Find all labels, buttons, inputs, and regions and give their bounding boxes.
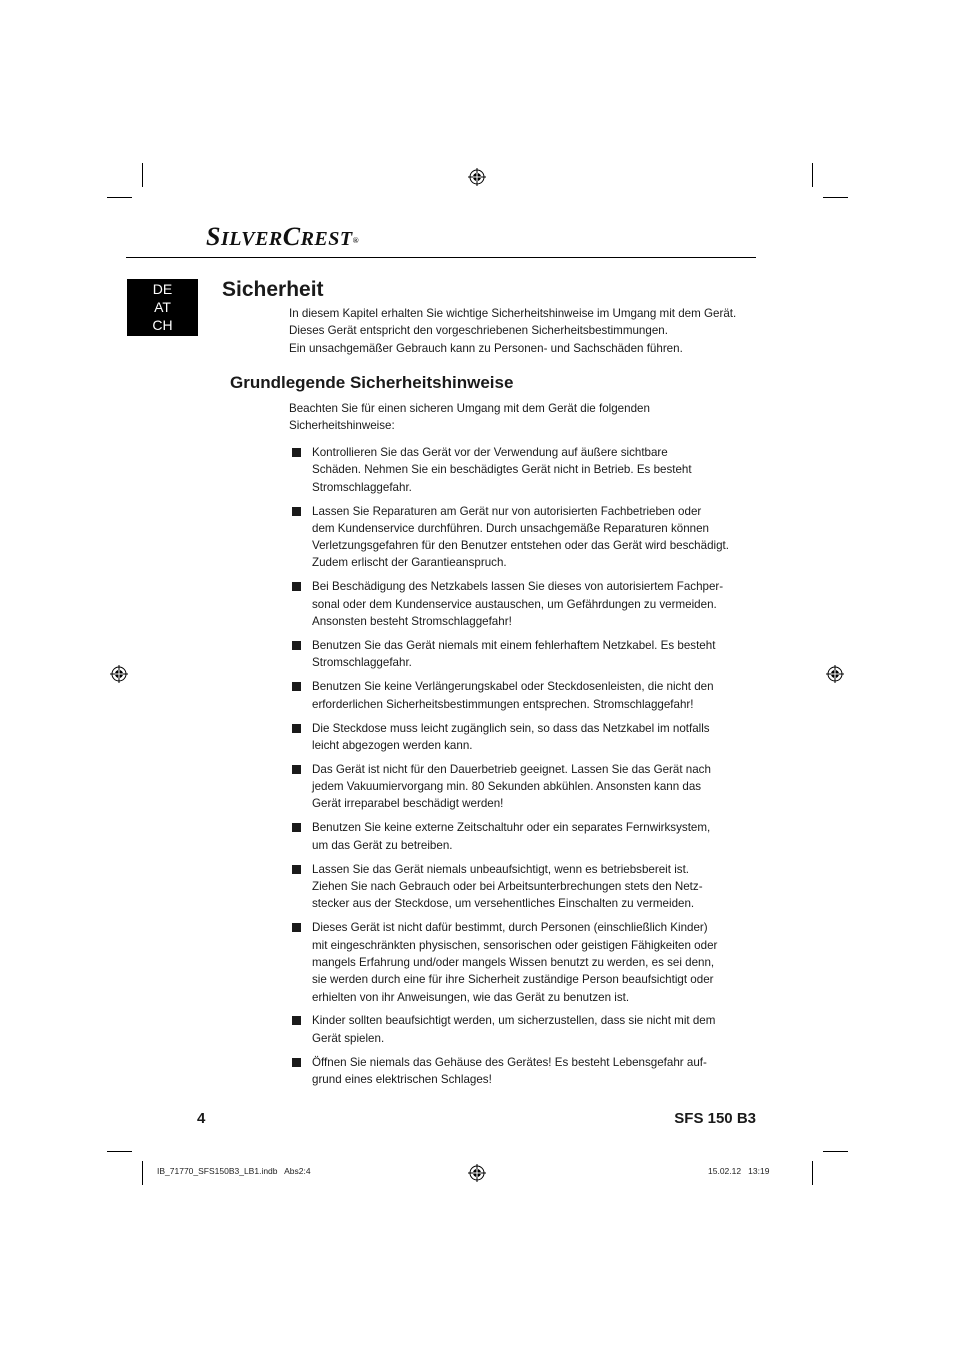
registration-mark-icon xyxy=(468,1164,486,1182)
list-item xyxy=(289,720,749,755)
crop-mark xyxy=(812,1161,813,1185)
list-item-line: um das Gerät zu betreiben. xyxy=(312,838,453,852)
list-item-line: Das Gerät ist nicht für den Dauerbetrieb geeignet. Lassen Sie das Gerät nach xyxy=(312,762,711,776)
list-item-line: Dieses Gerät ist nicht dafür bestimmt, durch Personen (einschließlich Kinder) xyxy=(312,921,708,935)
list-item-line: erhielten von ihr Anweisungen, wie das Gerät zu benutzen ist. xyxy=(312,990,630,1004)
bullet-square-icon xyxy=(292,582,301,591)
bullet-square-icon xyxy=(292,765,301,774)
lead-line: Beachten Sie für einen sicheren Umgang mit dem Gerät die folgenden xyxy=(289,402,650,415)
list-item xyxy=(289,919,749,1005)
list-item-line: Benutzen Sie keine Verlängerungskabel oder Steckdosenleisten, die nicht den xyxy=(312,680,714,694)
list-item-line: jedem Vakuumiervorgang min. 80 Sekunden abkühlen. Ansonsten kann das xyxy=(312,780,702,794)
language-code: AT xyxy=(154,299,171,315)
list-item-line: Stromschlaggefahr. xyxy=(312,480,412,494)
intro-line: In diesem Kapitel erhalten Sie wichtige Sicherheitshinweise im Umgang mit dem Gerät. xyxy=(289,307,737,320)
list-item-line: mit eingeschränkten physischen, sensorischen oder geistigen Fähigkeiten oder xyxy=(312,938,718,952)
header-rule xyxy=(126,257,756,258)
list-item-line: mangels Erfahrung und/oder mangels Wissen benutzt zu werden, es sei denn, xyxy=(312,955,715,969)
crop-mark xyxy=(107,1151,132,1152)
model-number: SFS 150 B3 xyxy=(674,1110,756,1127)
list-item-line: Bei Beschädigung des Netzkabels lassen Sie dieses von autorisiertem Fachper- xyxy=(312,580,724,594)
list-item-line: sie werden durch eine für ihre Sicherheit zuständige Person beaufsichtigt oder xyxy=(312,973,714,987)
section-heading: Grundlegende Sicherheitshinweise xyxy=(230,373,514,392)
intro-line: Ein unsachgemäßer Gebrauch kann zu Personen- und Sachschäden führen. xyxy=(289,341,683,355)
bullet-square-icon xyxy=(292,682,301,691)
list-item xyxy=(289,678,749,713)
list-item xyxy=(289,819,749,854)
list-item-line: Lassen Sie das Gerät niemals unbeaufsichtigt, wenn es betriebsbereit ist. xyxy=(312,862,690,876)
crop-mark xyxy=(812,163,813,187)
list-item-line: Kinder sollten beaufsichtigt werden, um sicherzustellen, dass sie nicht mit dem xyxy=(312,1014,716,1028)
print-slug-file: IB_71770_SFS150B3_LB1.indb Abs2:4 xyxy=(157,1166,311,1176)
safety-list xyxy=(289,444,749,1095)
list-item-line: grund eines elektrischen Schlages! xyxy=(312,1073,492,1087)
crop-mark xyxy=(142,163,143,187)
bullet-square-icon xyxy=(292,823,301,832)
language-code: DE xyxy=(152,281,173,297)
crop-mark xyxy=(823,1151,848,1152)
list-item xyxy=(289,1054,749,1089)
registration-mark-icon xyxy=(468,168,486,186)
list-item-line: Benutzen Sie das Gerät niemals mit einem fehlerhaftem Netzkabel. Es besteht xyxy=(312,639,716,653)
bullet-square-icon xyxy=(292,507,301,516)
list-item xyxy=(289,1012,749,1047)
list-item xyxy=(289,503,749,572)
list-item-line: Stromschlaggefahr. xyxy=(312,656,412,670)
page-number: 4 xyxy=(197,1110,206,1127)
list-item-line: Kontrollieren Sie das Gerät vor der Verwendung auf äußere sichtbare xyxy=(312,446,668,459)
lead-paragraph xyxy=(289,400,749,435)
language-tab xyxy=(127,279,198,336)
bullet-square-icon xyxy=(292,1058,301,1067)
list-item-line: erforderlichen Sicherheitsbestimmungen entsprechen. Stromschlaggefahr! xyxy=(312,697,694,711)
list-item-line: Verletzungsgefahren für den Benutzer entstehen oder das Gerät wird beschädigt. xyxy=(312,539,729,553)
list-item-line: leicht abgezogen werden kann. xyxy=(312,738,473,752)
intro-paragraph xyxy=(289,305,749,357)
list-item-line: Ansonsten besteht Stromschlaggefahr! xyxy=(312,615,512,629)
list-item xyxy=(289,761,749,813)
list-item xyxy=(289,444,749,496)
list-item xyxy=(289,637,749,672)
list-item-line: sonal oder dem Kundenservice austauschen, um Gefährdungen zu vermeiden. xyxy=(312,597,717,611)
list-item-line: Ziehen Sie nach Gebrauch oder bei Arbeitsunterbrechungen stets den Netz- xyxy=(312,880,703,894)
list-item xyxy=(289,861,749,913)
language-code: CH xyxy=(152,317,173,333)
page-title: Sicherheit xyxy=(222,278,324,301)
list-item-line: Benutzen Sie keine externe Zeitschaltuhr oder ein separates Fernwirksystem, xyxy=(312,821,711,835)
print-slug-date: 15.02.12 13:19 xyxy=(708,1166,770,1176)
lead-line: Sicherheitshinweise: xyxy=(289,419,395,433)
list-item-line: Lassen Sie Reparaturen am Gerät nur von autorisierten Fachbetrieben oder xyxy=(312,504,702,518)
list-item-line: Gerät spielen. xyxy=(312,1031,385,1045)
bullet-square-icon xyxy=(292,865,301,874)
list-item-line: Öffnen Sie niemals das Gehäuse des Gerätes! Es besteht Lebensgefahr auf- xyxy=(312,1055,707,1069)
list-item-line: dem Kundenservice durchführen. Durch unsachgemäße Reparaturen können xyxy=(312,521,710,535)
list-item-line: Die Steckdose muss leicht zugänglich sein, so dass das Netzkabel im notfalls xyxy=(312,721,710,735)
list-item-line: stecker aus der Steckdose, um versehentliches Einschalten zu vermeiden. xyxy=(312,897,695,911)
crop-mark xyxy=(823,197,848,198)
bullet-square-icon xyxy=(292,1016,301,1025)
bullet-square-icon xyxy=(292,724,301,733)
intro-line: Dieses Gerät entspricht den vorgeschriebenen Sicherheitsbestimmungen. xyxy=(289,324,668,338)
crop-mark xyxy=(107,197,132,198)
registration-mark-icon xyxy=(110,665,128,683)
list-item-line: Gerät irreparabel beschädigt werden! xyxy=(312,797,504,811)
list-item-line: Zudem erlischt der Garantieanspruch. xyxy=(312,556,507,570)
list-item-line: Schäden. Nehmen Sie ein beschädigtes Gerät nicht in Betrieb. Es besteht xyxy=(312,463,692,477)
brand-logo: SILVERCREST® xyxy=(206,222,360,251)
bullet-square-icon xyxy=(292,641,301,650)
bullet-square-icon xyxy=(292,923,301,932)
registration-mark-icon xyxy=(826,665,844,683)
crop-mark xyxy=(142,1161,143,1185)
list-item xyxy=(289,578,749,630)
bullet-square-icon xyxy=(292,448,301,457)
